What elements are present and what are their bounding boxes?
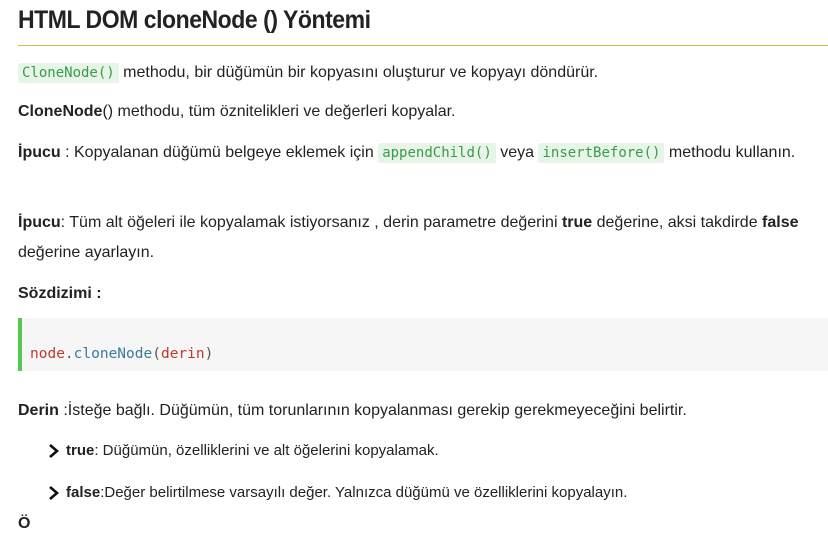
page-title: HTML DOM cloneNode () Yöntemi xyxy=(18,6,371,34)
chevron-right-icon xyxy=(46,439,66,463)
tip-2-text-b: değerine, aksi takdirde xyxy=(592,214,763,231)
parameter-paragraph xyxy=(18,396,687,426)
syntax-heading xyxy=(18,279,102,309)
code-open-paren: ( xyxy=(152,346,161,362)
intro-paragraph xyxy=(18,58,598,88)
tip-2-true: true xyxy=(561,214,593,231)
tip-2-false: false xyxy=(762,214,799,231)
code-close-paren: ) xyxy=(204,346,214,362)
tip-2-text-c: değerine ayarlayın. xyxy=(18,244,155,261)
option-value: true xyxy=(66,442,95,459)
chevron-right-icon xyxy=(46,481,66,505)
parameter-name: Derin xyxy=(18,402,59,419)
cutoff-text: Ö xyxy=(18,515,31,532)
article xyxy=(18,0,828,532)
code-argument: derin xyxy=(160,346,205,362)
inline-code-insertbefore: insertBefore() xyxy=(538,143,664,163)
syntax-code-block xyxy=(18,318,828,371)
attributes-text: () methodu, tüm öznitelikleri ve değerleri kopyalar. xyxy=(102,103,456,120)
tip-paragraph-1 xyxy=(18,138,808,168)
title-divider xyxy=(18,45,828,46)
option-description: :Değer belirtilmese varsayılı değer. Yalnızca düğümü ve özelliklerini kopyalayın. xyxy=(100,484,628,501)
inline-code-appendchild: appendChild() xyxy=(378,143,496,163)
inline-code-clonenode: CloneNode() xyxy=(18,63,119,83)
code-object: node xyxy=(30,346,65,362)
tip-1-text-c: methodu kullanın. xyxy=(664,144,796,161)
list-item-true xyxy=(46,439,439,463)
attributes-paragraph xyxy=(18,97,456,127)
option-value: false xyxy=(66,484,101,501)
code-dot: . xyxy=(64,346,74,362)
tip-paragraph-2 xyxy=(18,208,808,268)
syntax-heading-label: Sözdizimi : xyxy=(18,285,102,302)
option-description: : Düğümün, özelliklerini ve alt öğelerini kopyalamak. xyxy=(94,442,439,459)
intro-text: methodu, bir düğümün bir kopyasını oluşturur ve kopyayı döndürür. xyxy=(118,64,599,81)
tip-1-text-a: : Kopyalanan düğümü belgeye eklemek için xyxy=(60,144,379,161)
syntax-code xyxy=(30,344,213,364)
tip-label-2: İpucu xyxy=(18,214,61,231)
clonenode-bold: CloneNode xyxy=(18,103,103,120)
tip-label-1: İpucu xyxy=(18,144,61,161)
tip-2-text-a: : Tüm alt öğeleri ile kopyalamak istiyorsanız , derin parametre değerini xyxy=(60,214,562,231)
list-item-false xyxy=(46,481,627,505)
tip-1-text-b: veya xyxy=(495,144,539,161)
parameter-description: :İsteğe bağlı. Düğümün, tüm torunlarının kopyalanması gerekip gerekmeyeceğini belirtir. xyxy=(58,402,687,419)
code-function: cloneNode xyxy=(73,346,153,362)
